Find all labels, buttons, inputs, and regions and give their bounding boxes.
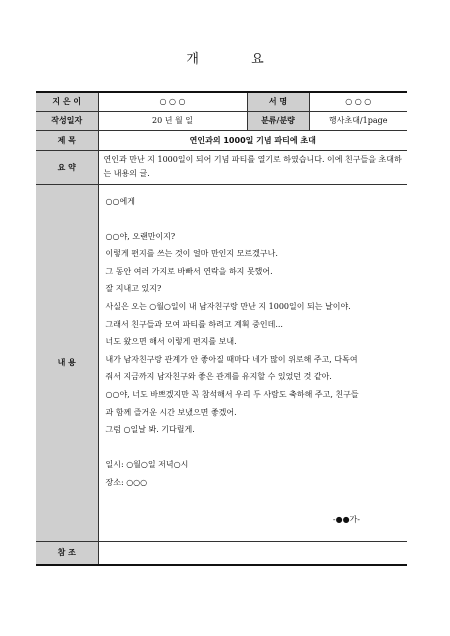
- category-value: 행사초대/1page: [309, 111, 407, 130]
- subject-row: [36, 130, 407, 150]
- letter-line: [106, 439, 401, 457]
- letter-line: ○○야, 너도 바쁘겠지만 꼭 참석해서 우리 두 사람도 축하해 주고, 친구들: [105, 390, 359, 400]
- letter-line: 장소: ○○○: [105, 478, 148, 487]
- letter-line: 그 동안 여러 가지로 바빠서 연락을 하지 못했어.: [105, 266, 273, 276]
- reference-value: [98, 541, 407, 565]
- letter-line: [106, 210, 401, 228]
- subject-value: 연인과의 1000일 기념 파티에 초대: [98, 130, 407, 150]
- signature-value: ○ ○ ○: [309, 92, 407, 111]
- page-title: 개 요: [186, 52, 288, 67]
- letter-line: 내가 남자친구랑 관계가 안 좋아질 때마다 네가 많이 위로해 주고, 다독여: [105, 354, 358, 364]
- letter-line: 잘 지내고 있지?: [105, 284, 162, 294]
- content-row: [36, 184, 407, 541]
- author-value: ○ ○ ○: [98, 92, 247, 111]
- date-value: 20 년 월 일: [98, 111, 247, 130]
- letter-line: 과 함께 즐거운 시간 보냈으면 좋겠어.: [105, 407, 237, 417]
- letter-line: 줘서 지금까지 남자친구와 좋은 관계를 유지할 수 있었던 것 같아.: [105, 372, 332, 382]
- date-row: [36, 111, 407, 130]
- letter-line: 일시: ○월○일 저녁○시: [105, 460, 189, 470]
- content-label: 내 용: [36, 184, 98, 541]
- author-row: [36, 92, 407, 111]
- letter-line: 이렇게 편지를 쓰는 것이 얼마 만인지 모르겠구나.: [105, 249, 278, 259]
- letter-line: 그럼 ○일날 봐. 기다릴게.: [105, 425, 195, 435]
- closing-signature: -●●가-: [332, 514, 360, 524]
- letter-line: 너도 왔으면 해서 이렇게 편지를 보내.: [105, 337, 237, 347]
- letter-line: ○○에게: [105, 196, 135, 206]
- content-body: [98, 184, 407, 541]
- letter-line: ○○야, 오랜만이지?: [105, 231, 176, 241]
- summary-row: [36, 150, 407, 184]
- summary-label: 요 약: [36, 150, 98, 184]
- reference-label: 참 조: [36, 541, 98, 565]
- author-label: 지 은 이: [36, 92, 98, 111]
- letter-line: 사실은 오는 ○월○일이 내 남자친구랑 만난 지 1000일이 되는 날이야.: [105, 302, 351, 312]
- date-label: 작성일자: [36, 111, 98, 130]
- document-form-table: [36, 91, 407, 566]
- letter-line: 그래서 친구들과 모여 파티를 하려고 계획 중인데...: [105, 319, 283, 329]
- letter-lines: [106, 193, 401, 492]
- reference-row: [36, 541, 407, 565]
- summary-value: 연인과 만난 지 1000일이 되어 기념 파티를 열기로 하였습니다. 이에 친구들을 초대하는 내용의 글.: [98, 150, 407, 184]
- signature-label: 서 명: [247, 92, 309, 111]
- category-label: 분류/분량: [247, 111, 309, 130]
- subject-label: 제 목: [36, 130, 98, 150]
